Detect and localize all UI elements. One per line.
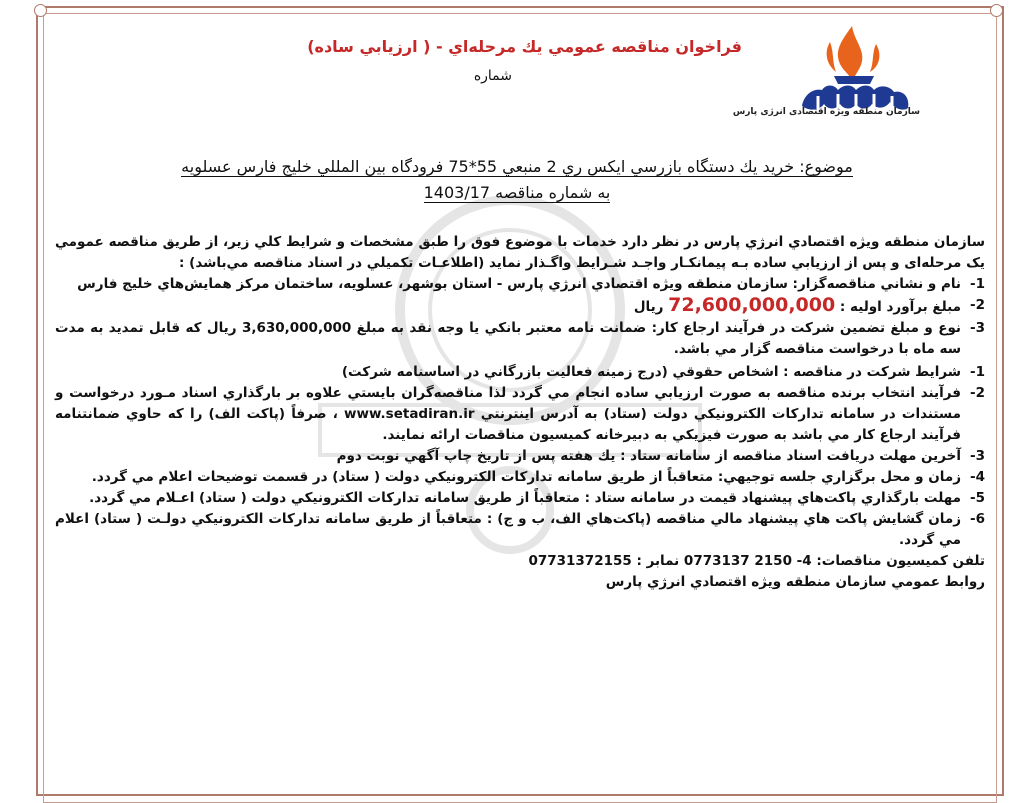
commission-phone-line: تلفن كميسيون مناقصات: 4- 2150 0773137 نمابر : 07731372155 bbox=[528, 553, 985, 569]
subject-block bbox=[107, 154, 927, 206]
list-item bbox=[55, 295, 985, 318]
item-text: آخرين مهلت دريافت اسناد مناقصه از سامانه ستاد : يك هفته پس از تاريخ چاپ آگهي نوبت دوم bbox=[336, 448, 961, 464]
item-number: 6- bbox=[969, 511, 985, 527]
item-number: 3- bbox=[969, 320, 985, 336]
tender-number-line: به شماره مناقصه 1403/17 bbox=[423, 183, 611, 202]
logo-caption: سازمان منطقه ویژه اقتصادی انرژی پارس bbox=[732, 107, 920, 117]
item-text: فرآيند انتخاب برنده مناقصه به صورت ارزيابي ساده انجام مي گردد لذا مناقصه‌گران بايستي علاوه بر بارگذاري اسناد مـورد درخواست و مستندات در سامانه تداركات الكترونيكي دولت (ستاد) به آدرس اينترنتي www.setadiran.ir ، صرفاً (پاكت الف) را كه حاوي ضمانتنامه فرآيند ارجاع كار مي باشد به صورت فيزيكي به دبيرخانه كميسيون مناقصات ارائه نمايند. bbox=[55, 385, 961, 443]
item-number: 4- bbox=[969, 469, 985, 485]
list-item bbox=[55, 467, 985, 488]
announcement-number-label: شماره bbox=[473, 68, 512, 84]
list-item bbox=[55, 318, 985, 360]
item-number: 1- bbox=[969, 364, 985, 380]
item-text: شرايط شركت در مناقصه : اشخاص حقوقي (درج زمينه فعاليت بازرگاني در اساسنامه شركت) bbox=[341, 364, 961, 380]
list-item bbox=[55, 274, 985, 295]
public-relations-signature: روابط عمومي سازمان منطقه ويژه اقتصادي انرژي پارس bbox=[605, 574, 985, 590]
list-item bbox=[55, 488, 985, 509]
estimate-amount: 72,600,000,000 bbox=[668, 294, 836, 316]
list-item bbox=[55, 509, 985, 551]
frame-corner-ornament bbox=[34, 4, 47, 17]
frame-corner-ornament bbox=[990, 4, 1003, 17]
item-text: مهلت بارگذاري پاكت‌هاي پيشنهاد قيمت در سامانه ستاد : متعاقباً از طريق سامانه تداركات الكترونيكي دولت ( ستاد) اعـلام مي گردد. bbox=[89, 490, 961, 506]
list-item bbox=[55, 446, 985, 467]
item-number: 2- bbox=[969, 297, 985, 313]
item-number: 1- bbox=[969, 276, 985, 292]
estimate-amount-line bbox=[55, 295, 961, 318]
estimate-label: مبلغ برآورد اوليه : bbox=[835, 299, 961, 315]
list-item bbox=[55, 362, 985, 383]
announcement-body bbox=[55, 232, 985, 593]
subject-line: موضوع: خريد يك دستگاه بازرسي ايكس ري 2 منبعي 55*75 فرودگاه بين المللي خليج فارس عسلويه bbox=[181, 157, 853, 176]
item-number: 3- bbox=[969, 448, 985, 464]
item-number: 5- bbox=[969, 490, 985, 506]
announcement-title: فراخوان مناقصه عمومي يك مرحله‌اي - ( ارزيابي ساده) bbox=[307, 37, 742, 56]
item-number: 2- bbox=[969, 385, 985, 401]
intro-paragraph: سازمان منطقه ويژه اقتصادي انرژي پارس در نظر دارد خدمات با موضوع فوق را طبق مشخصات و شرايط كلي زير، از طريق مناقصه عمومي یک مرحله‌ای و پس از ارزيابي ساده بـه پيمانكـار واجـد شـرايط واگـذار نمايد (اطلاعـات تكميلي در اسناد مناقصه مي‌باشد) : bbox=[55, 234, 985, 271]
currency-label: ريال bbox=[633, 299, 669, 315]
item-text: نام و نشاني مناقصه‌گزار: سازمان منطقه ويژه اقتصادي انرژي پارس - استان بوشهر، عسلويه، ساختمان مركز همايش‌هاي خليج فارس bbox=[77, 276, 961, 292]
item-text: نوع و مبلغ تضمين شركت در فرآيند ارجاع كار: ضمانت نامه معتبر بانكي يا وجه نقد به مبلغ 3,630,000,000 ريال كه قابل تمديد به مدت سه ماه با درخواست مناقصه گزار مي باشد. bbox=[55, 320, 961, 357]
list-item bbox=[55, 383, 985, 446]
item-text: زمان گشايش پاكت هاي پيشنهاد مالي مناقصه (پاكت‌هاي الف، ب و ج) : متعاقباً از طريق سامانه تداركات الكترونيكي دولـت ( ستاد) اعلام مي گردد. bbox=[55, 511, 961, 548]
item-text: زمان و محل برگزاري جلسه توجيهي: متعاقباً از طريق سامانه تداركات الكترونيكي دولت ( ستاد) در قسمت توضيحات اعلام مي گردد. bbox=[91, 469, 961, 485]
